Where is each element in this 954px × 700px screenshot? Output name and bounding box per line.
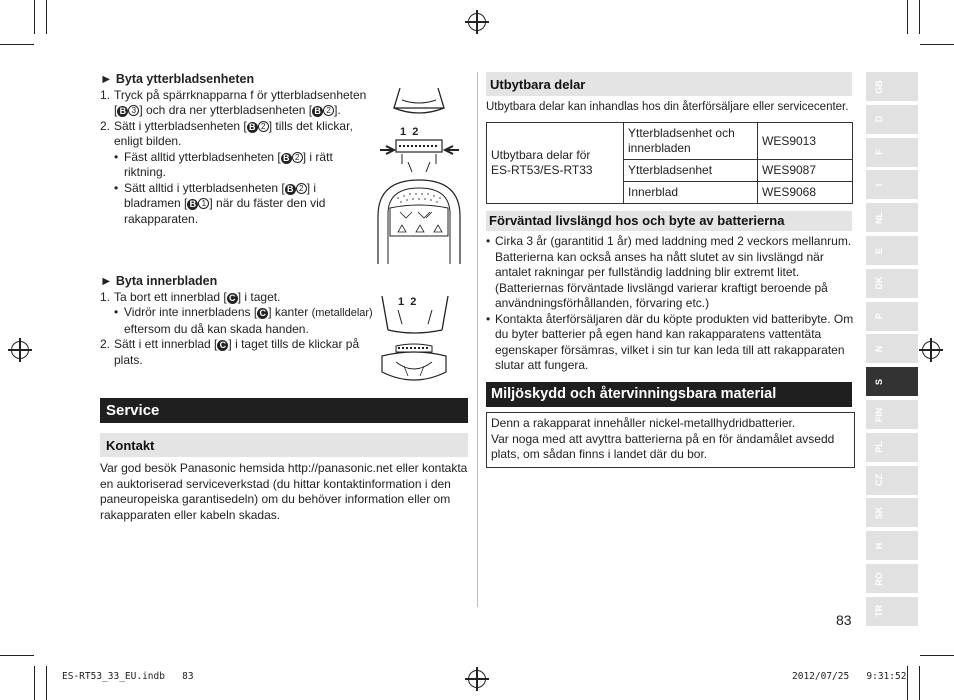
replaceable-parts-heading: Utbytbara delar bbox=[486, 72, 852, 96]
battery-bullet: • Cirka 3 år (garantitid 1 år) med laddning med 2 veckors mellanrum. Batterierna kan också anses ha nått slutet av sin livslängd när antalet rakningar per fullständig laddning blir extremt litet. (Batteriernas förväntade livslängd varierar kraftigt beroende på användningsförhållanden, förvaring etc.) bbox=[486, 234, 852, 310]
language-tab-cz[interactable]: CZ bbox=[866, 466, 918, 495]
step-1: 1. Tryck på spärrknapparna f ör ytterbladsenheten [ B 3 ] och dra ner ytterbladsenheten [ B 2 ]. bbox=[100, 87, 367, 117]
badge-c-icon: C bbox=[227, 293, 238, 304]
crop-mark bbox=[0, 44, 34, 45]
section-replace-outer-blade bbox=[100, 72, 375, 227]
page-number: 83 bbox=[836, 612, 852, 628]
registration-mark-icon bbox=[11, 341, 29, 359]
code-cell: WES9087 bbox=[758, 160, 853, 182]
registration-mark-icon bbox=[468, 670, 486, 688]
environment-box: Denn a rakapparat innehåller nickel-metallhydridbatterier. Var noga med att avyttra batterierna på en för ändamålet avsedd plats, om sådan finns i landet där du bor. bbox=[486, 412, 855, 468]
language-tab-s[interactable]: S bbox=[866, 367, 918, 396]
section-title: ► Byta innerbladen bbox=[100, 274, 218, 288]
code-cell: WES9013 bbox=[758, 123, 853, 160]
battery-bullet: • Kontakta återförsäljaren där du köpte produkten vid batteribyte. Om du byter batterier på egen hand kan rakapparatens vattentäta egenskaper försämras, vilket i sin tur kan leda till att rakapparaten slutar att fungera. bbox=[486, 311, 854, 372]
language-tab-sk[interactable]: SK bbox=[866, 498, 918, 527]
part-cell: Ytterbladsenhet bbox=[624, 160, 758, 182]
inner-blade-illustration bbox=[374, 290, 464, 390]
model-cell: Utbytbara delar för ES-RT53/ES-RT33 bbox=[487, 123, 624, 204]
badge-c-icon: C bbox=[257, 308, 268, 319]
footer-date: 2012/07/25 9:31:52 bbox=[792, 671, 907, 682]
language-tab-p[interactable]: P bbox=[866, 302, 918, 331]
badge-b-icon: B bbox=[285, 184, 296, 195]
service-heading: Service bbox=[100, 398, 468, 423]
part-cell: Innerblad bbox=[624, 182, 758, 204]
crop-mark bbox=[920, 44, 954, 45]
language-tab-i[interactable]: I bbox=[866, 170, 918, 199]
language-tab-fin[interactable]: FIN bbox=[866, 400, 918, 429]
code-cell: WES9068 bbox=[758, 182, 853, 204]
kontakt-text: Var god besök Panasonic hemsida http://panasonic.net eller kontakta en auktoriserad serviceverkstad (du hittar kontaktinformation i den paneuropeiska garantisedeln) om du behöver information eller om rakapparaten eller kabeln skadas. bbox=[100, 461, 468, 522]
crop-mark bbox=[907, 0, 908, 34]
crop-mark bbox=[907, 666, 908, 700]
parts-table bbox=[486, 122, 853, 204]
badge-b-icon: B bbox=[117, 106, 128, 117]
registration-mark-icon bbox=[468, 13, 486, 31]
figure-label: 1 2 bbox=[400, 126, 419, 138]
language-tab-d[interactable]: D bbox=[866, 105, 918, 134]
registration-mark-icon bbox=[922, 341, 940, 359]
language-tab-nl[interactable]: NL bbox=[866, 203, 918, 232]
language-tab-n[interactable]: N bbox=[866, 334, 918, 363]
battery-heading: Förväntad livslängd hos och byte av batterierna bbox=[486, 211, 852, 231]
crop-mark bbox=[34, 666, 35, 700]
badge-b-icon: B bbox=[187, 199, 198, 210]
language-tab-gb[interactable]: GB bbox=[866, 72, 918, 101]
section-replace-inner-blade bbox=[100, 274, 375, 368]
crop-mark bbox=[0, 655, 34, 656]
language-tab-dk[interactable]: DK bbox=[866, 269, 918, 298]
outer-blade-illustration bbox=[372, 84, 467, 264]
crop-mark bbox=[34, 0, 35, 34]
bullet-2: • Sätt alltid i ytterbladsenheten [ B 2 ] i bladramen [ B 1 ] när du fäster den vid rakapparaten. bbox=[100, 181, 375, 228]
crop-mark bbox=[920, 655, 954, 656]
column-divider bbox=[477, 72, 478, 607]
crop-mark bbox=[46, 0, 47, 34]
language-tab-ro[interactable]: RO bbox=[866, 564, 918, 593]
part-cell: Ytterbladsenhet och innerbladen bbox=[624, 123, 758, 160]
battery-text bbox=[486, 234, 856, 374]
environment-heading: Miljöskydd och återvinningsbara material bbox=[486, 382, 852, 407]
language-tab-tr[interactable]: TR bbox=[866, 597, 918, 626]
crop-mark bbox=[919, 666, 920, 700]
bullet-1: • Fäst alltid ytterbladsenheten [ B 2 ] i rätt riktning. bbox=[100, 150, 375, 181]
badge-c-icon: C bbox=[217, 340, 228, 351]
badge-b-icon: B bbox=[312, 106, 323, 117]
kontakt-heading: Kontakt bbox=[100, 433, 468, 457]
bullet-1: • Vidrör inte innerbladens [ C ] kanter (metalldelar) eftersom du då kan skada handen. bbox=[100, 305, 375, 337]
badge-b-icon: B bbox=[281, 153, 292, 164]
section-title: ► Byta ytterbladsenheten bbox=[100, 72, 255, 86]
language-tab-e[interactable]: E bbox=[866, 236, 918, 265]
figure-label: 1 2 bbox=[398, 296, 417, 308]
language-tab-h[interactable]: H bbox=[866, 531, 918, 560]
badge-b-icon: B bbox=[247, 122, 258, 133]
crop-mark bbox=[919, 0, 920, 34]
step-1: 1. Ta bort ett innerblad [ C ] i taget. bbox=[100, 289, 281, 304]
language-tab-f[interactable]: F bbox=[866, 138, 918, 167]
step-2: 2. Sätt i ett innerblad [ C ] i taget tills de klickar på plats. bbox=[100, 337, 360, 367]
step-2: 2. Sätt i ytterbladsenheten [ B 2 ] tills det klickar, enligt bilden. bbox=[100, 118, 353, 148]
replaceable-parts-intro: Utbytbara delar kan inhandlas hos din återförsäljare eller servicecenter. bbox=[486, 101, 849, 113]
language-tab-pl[interactable]: PL bbox=[866, 433, 918, 462]
footer-file: ES-RT53_33_EU.indb 83 bbox=[62, 671, 194, 682]
table-row bbox=[487, 123, 853, 160]
crop-mark bbox=[46, 666, 47, 700]
